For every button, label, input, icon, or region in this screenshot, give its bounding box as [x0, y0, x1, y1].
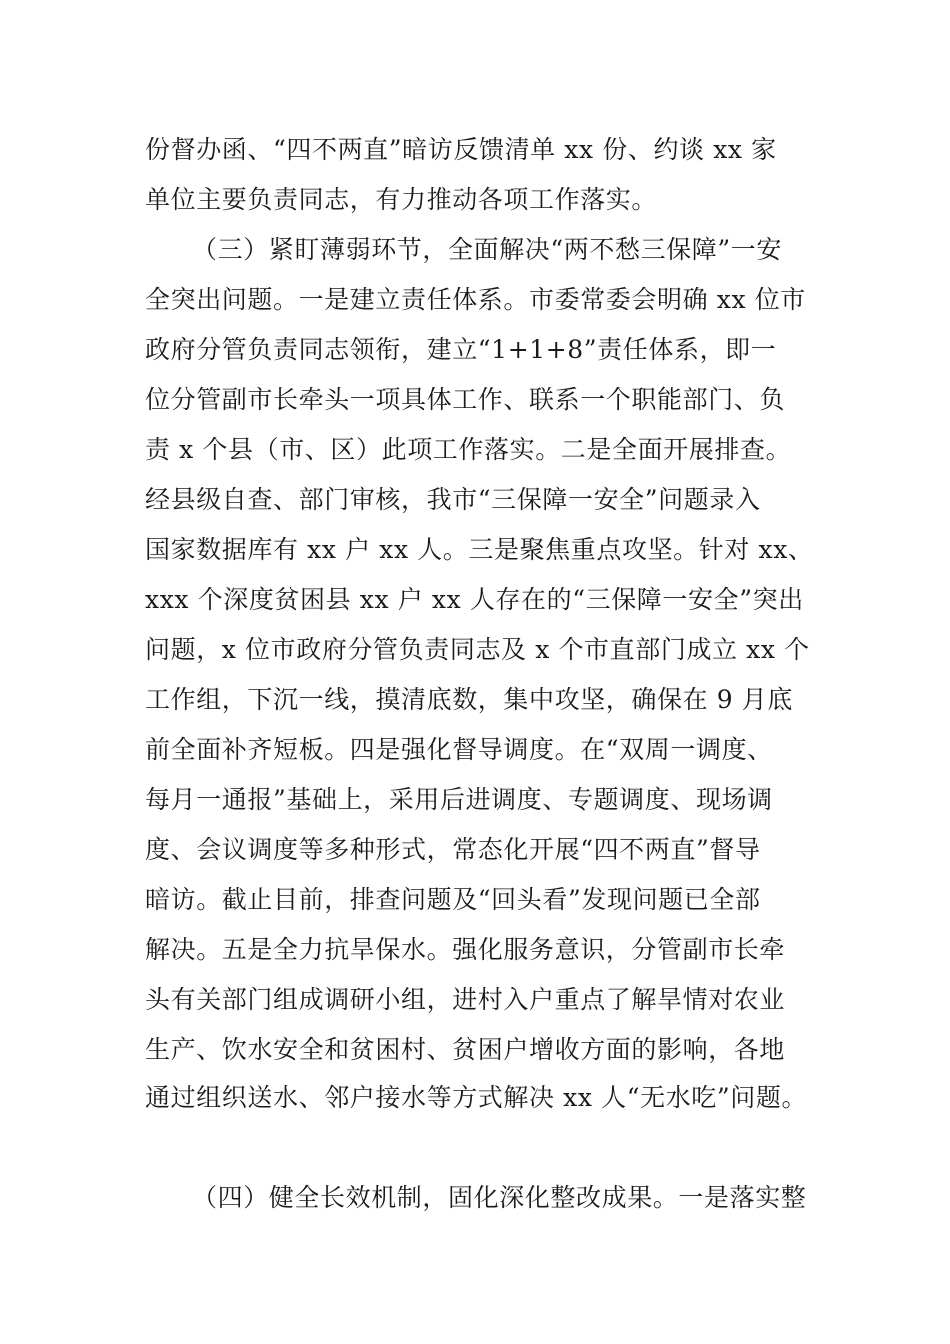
text-line: 份督办函、“四不两直”暗访反馈清单 xx 份、约谈 xx 家	[145, 135, 777, 164]
text-line: 位分管副市长牵头一项具体工作、联系一个职能部门、负	[145, 385, 786, 414]
text-line: 问题，x 位市政府分管负责同志及 x 个市直部门成立 xx 个	[145, 635, 810, 664]
section-heading-4: （四）健全长效机制，固化深化整改成果。一是落实整	[192, 1183, 807, 1212]
text-line: 度、会议调度等多种形式，常态化开展“四不两直”督导	[145, 835, 761, 864]
text-line: 国家数据库有 xx 户 xx 人。三是聚焦重点攻坚。针对 xx、	[145, 535, 814, 564]
text-line: 责 x 个县（市、区）此项工作落实。二是全面开展排查。	[145, 435, 792, 464]
text-line: 暗访。截止目前，排查问题及“回头看”发现问题已全部	[145, 885, 761, 914]
text-line: 解决。五是全力抗旱保水。强化服务意识，分管副市长牵	[145, 935, 786, 964]
text-line: 经县级自查、部门审核，我市“三保障一安全”问题录入	[145, 485, 761, 514]
text-line: xxx 个深度贫困县 xx 户 xx 人存在的“三保障一安全”突出	[145, 585, 804, 614]
section-heading-3: （三）紧盯薄弱环节，全面解决“两不愁三保障”一安	[192, 235, 782, 264]
text-line: 头有关部门组成调研小组，进村入户重点了解旱情对农业	[145, 985, 786, 1014]
text-line: 全突出问题。一是建立责任体系。市委常委会明确 xx 位市	[145, 285, 806, 314]
text-line: 每月一通报”基础上，采用后进调度、专题调度、现场调	[145, 785, 773, 814]
text-line: 生产、饮水安全和贫困村、贫困户增收方面的影响，各地	[145, 1035, 786, 1064]
text-line: 通过组织送水、邻户接水等方式解决 xx 人“无水吃”问题。	[145, 1083, 808, 1112]
text-line: 前全面补齐短板。四是强化督导调度。在“双周一调度、	[145, 735, 773, 764]
text-line: 单位主要负责同志，有力推动各项工作落实。	[145, 185, 658, 214]
text-line: 政府分管负责同志领衔，建立“1+1+8”责任体系，即一	[145, 335, 777, 364]
text-line: 工作组，下沉一线，摸清底数，集中攻坚，确保在 9 月底	[145, 685, 794, 714]
